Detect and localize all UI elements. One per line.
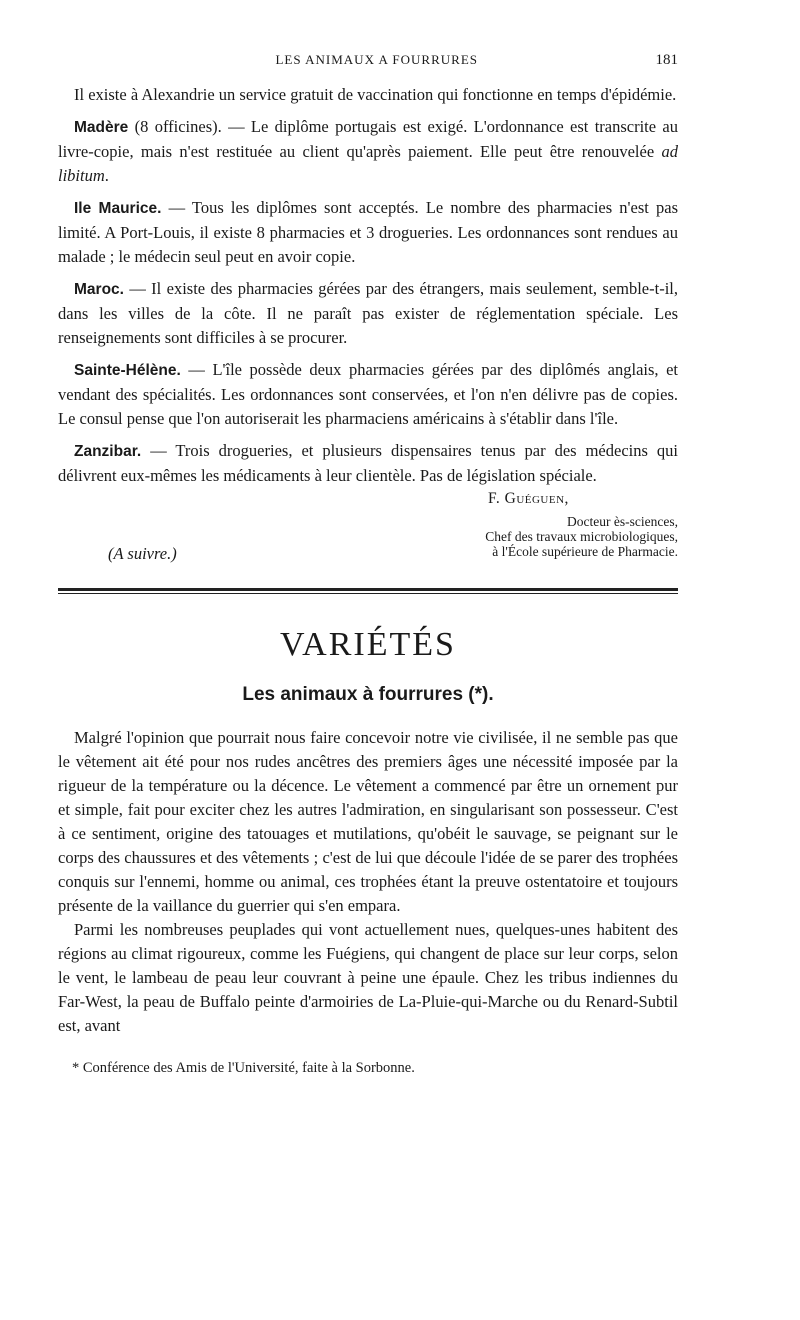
entry-zanzibar (58, 439, 678, 488)
section-heading: VARIÉTÉS (280, 626, 456, 663)
entry-tail: . (104, 166, 109, 185)
author-name: F. Guéguen, (488, 490, 569, 507)
author-title (358, 514, 678, 559)
author-title-line: Chef des travaux microbiologiques, (485, 529, 678, 544)
footnote: * Conférence des Amis de l'Université, faite à la Sorbonne. (72, 1060, 415, 1076)
page-number: 181 (655, 52, 678, 68)
country-name: Zanzibar. (74, 443, 142, 460)
body-paragraph: Malgré l'opinion que pourrait nous faire concevoir notre vie civilisée, il ne semble pas que le vêtement ait été pour nos rudes ancêtres des premiers âges une nécessité imposée par la rigueur de la température ou la décence. Le vêtement a commencé par être un ornement pur et simple, fait pour exciter chez les autres l'admiration, en singularisant son possesseur. C'est à ce sentiment, origine des tatouages et mutilations, qu'obéit le sauvage, se peignant sur le corps des chaussures et des vêtements ; c'est de lui que découle l'idée de se parer des trophées conquis sur l'ennemi, homme ou animal, ces trophées étant la preuve ostentatoire et toujours présente de la vaillance du guerrier qui s'en empara. (58, 728, 678, 915)
running-title: LES ANIMAUX A FOURRURES (275, 52, 478, 67)
continuation-note: (A suivre.) (108, 544, 177, 563)
country-name: Ile Maurice. (74, 200, 162, 217)
entry-maroc (58, 277, 678, 350)
country-name: Madère (74, 119, 129, 136)
section-divider-thin (58, 593, 678, 594)
country-name: Maroc. (74, 281, 124, 298)
entry-text: — Tous les diplômes sont acceptés. Le nombre des pharmacies n'est pas limité. A Port-Louis, il existe 8 pharmacies et 3 drogueries. Les ordonnances sont rendues au malade ; le médecin seul peut en avoir copie. (58, 198, 678, 266)
entry-italic: ad libitum (58, 142, 678, 185)
body-paragraph: Parmi les nombreuses peuplades qui vont actuellement nues, quelques-unes habitent des régions au climat rigoureux, comme les Fuégiens, qui changent de place sur leur corps, selon le vent, le lambeau de peau leur couvrant à peine une épaule. Chez les tribus indiennes du Far-West, la peau de Buffalo peinte d'armoiries de La-Pluie-qui-Marche ou du Renard-Subtil est, avant (58, 920, 678, 1035)
country-name: Sainte-Hélène. (74, 362, 181, 379)
intro-paragraph: Il existe à Alexandrie un service gratuit de vaccination qui fonctionne en temps d'épidémie. (74, 85, 677, 104)
entry-madere (58, 115, 678, 188)
section-divider-thick (58, 588, 678, 591)
author-title-line: à l'École supérieure de Pharmacie. (492, 544, 678, 559)
entry-ile-maurice (58, 196, 678, 269)
running-head (58, 52, 678, 69)
entry-text: — L'île possède deux pharmacies gérées par des diplômés anglais, et vendant des spécialités. Les ordonnances sont conservées, et l'on n'en délivre pas de copies. Le consul pense que l'on autoriserait les pharmaciens américains à s'établir dans l'île. (58, 360, 678, 428)
entry-text: — Il existe des pharmacies gérées par des étrangers, mais seulement, semble-t-il, dans les villes de la côte. Il ne paraît pas exister de réglementation spéciale. Les renseignements sont difficiles à se procurer. (58, 279, 678, 347)
entry-text: (8 officines). — Le diplôme portugais est exigé. L'ordonnance est transcrite au livre-copie, mais n'est restituée au client qu'après paiement. Elle peut être renouvelée (58, 117, 678, 161)
entry-text: — Trois drogueries, et plusieurs dispensaires tenus par des médecins qui délivrent eux-mêmes les médicaments à leur clientèle. Pas de législation spéciale. (58, 441, 678, 485)
page (58, 52, 678, 1077)
author-title-line: Docteur ès-sciences, (567, 514, 678, 529)
entry-sainte-helene (58, 358, 678, 431)
article-title: Les animaux à fourrures (*). (242, 684, 494, 705)
signature-block (58, 490, 678, 570)
